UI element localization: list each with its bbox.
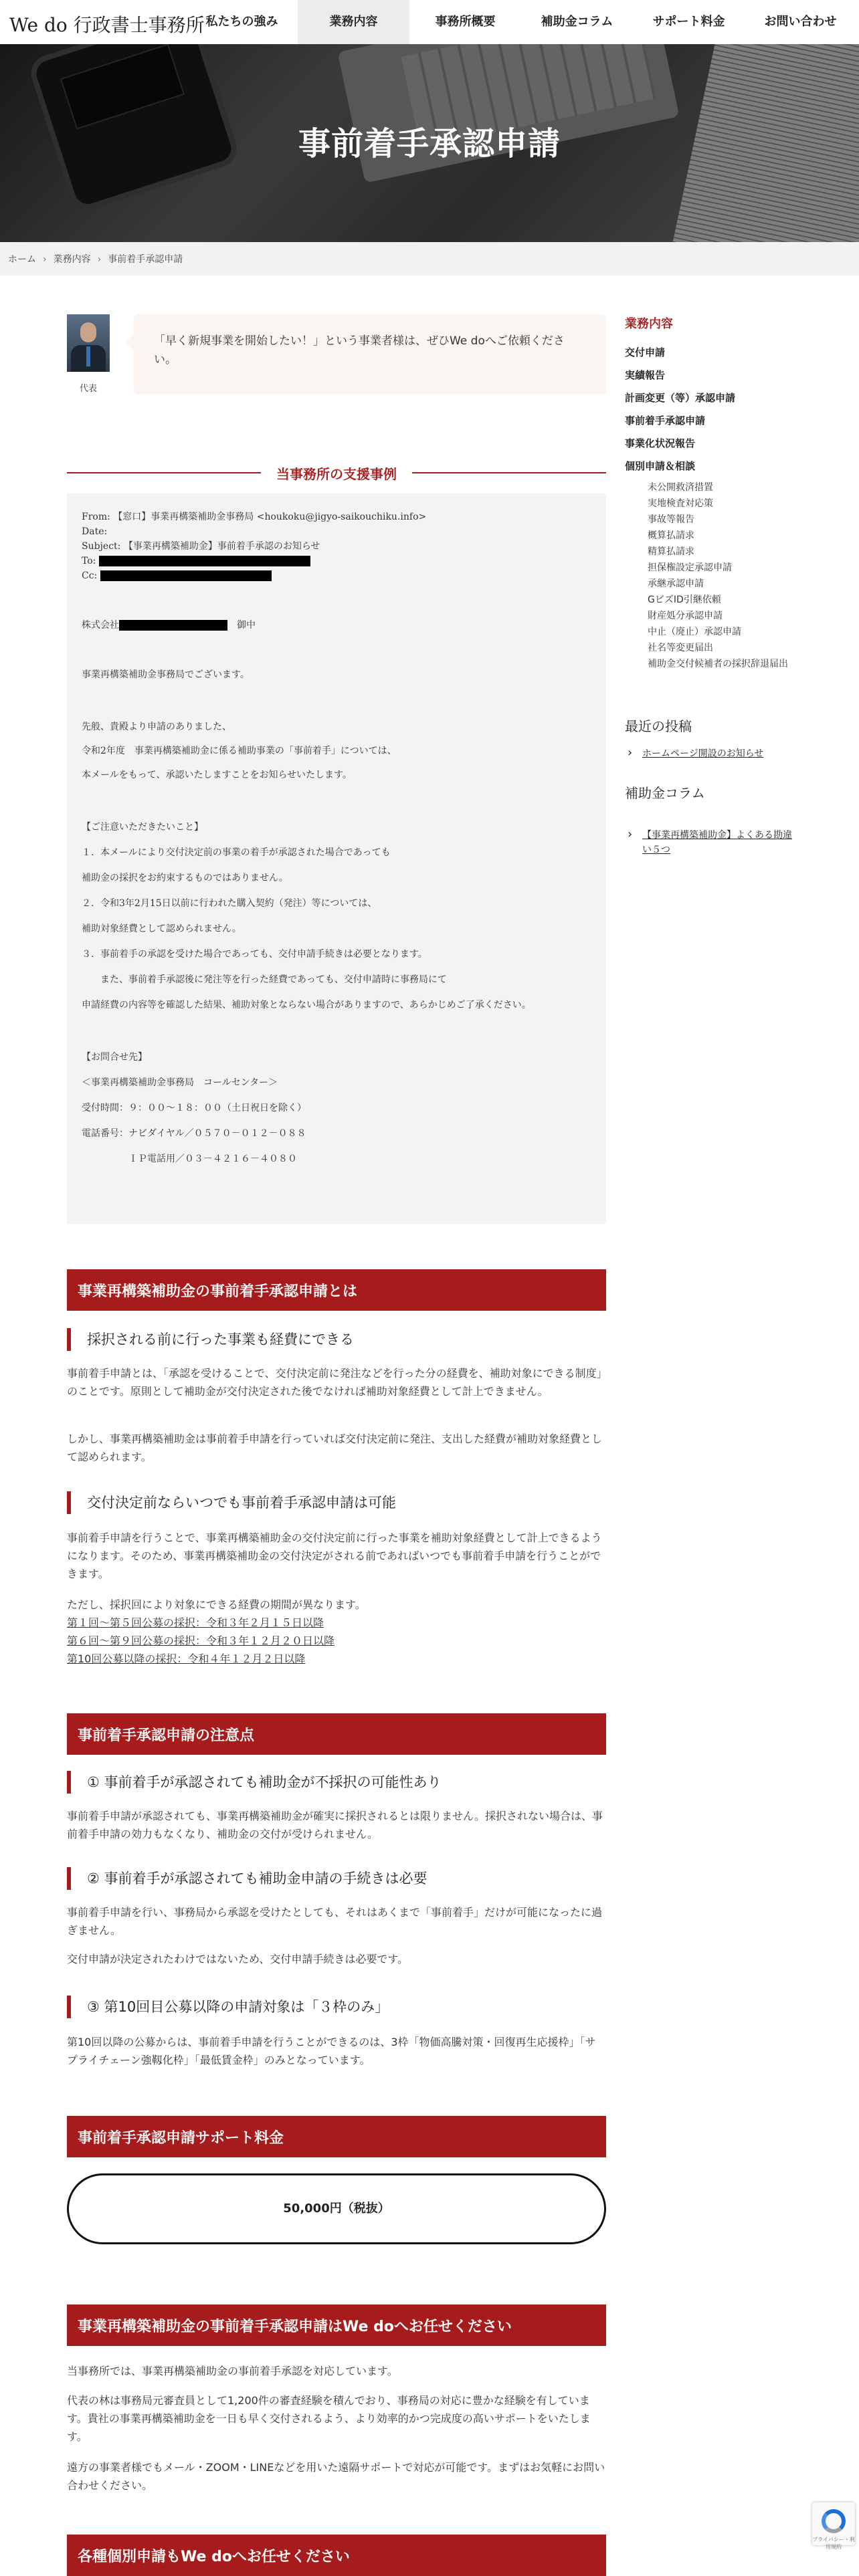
nav-office[interactable]: 事務所概要 xyxy=(435,15,496,29)
column-post-link[interactable]: › 【事業再構築補助金】よくある勘違い５つ xyxy=(625,828,792,857)
avatar-caption: 代表 xyxy=(79,384,97,394)
subheading: 採択される前に行った事業も経費にできる xyxy=(67,1328,606,1351)
chevron-right-icon: › xyxy=(97,254,102,265)
redaction-bar xyxy=(99,556,310,566)
recaptcha-icon xyxy=(822,2509,846,2533)
price-box: 50,000円（税抜） xyxy=(67,2173,606,2244)
example-heading: 当事務所の支援事例 xyxy=(67,460,606,487)
period-link[interactable]: 第10回公募以降の採択：令和４年１２月２日以降 xyxy=(67,1652,306,1665)
recent-posts-title: 最近の投稿 xyxy=(625,718,692,734)
avatar xyxy=(67,314,110,372)
sidebar-subitem[interactable]: 社名等変更届出 xyxy=(648,643,713,653)
nav-strengths[interactable]: 私たちの強み xyxy=(205,15,278,29)
period-link[interactable]: 第６回〜第９回公募の採択：令和３年１２月２０日以降 xyxy=(67,1634,335,1647)
sidebar-item[interactable]: 個別申請＆相談 xyxy=(625,460,696,472)
hero-banner xyxy=(0,44,859,242)
subheading: ② 事前着手が承認されても補助金申請の手続きは必要 xyxy=(67,1867,606,1890)
sidebar-subitem[interactable]: 財産処分承認申請 xyxy=(648,611,723,621)
page-title: 事前着手承認申請 xyxy=(298,125,561,163)
sidebar-subitem[interactable]: 概算払請求 xyxy=(648,530,694,541)
nav-fees[interactable]: サポート料金 xyxy=(652,15,725,29)
section-heading: 事業再構築補助金の事前着手承認申請とは xyxy=(67,1269,606,1311)
speech-bubble: 「早く新規事業を開始したい！」という事業者様は、ぜひWe doへご依頼ください。 xyxy=(134,314,606,395)
sidebar-item[interactable]: 実績報告 xyxy=(625,369,666,381)
chevron-right-icon: › xyxy=(43,254,47,265)
section-heading: 事前着手承認申請の注意点 xyxy=(67,1713,606,1755)
recaptcha-badge[interactable]: プライバシー・利用規約 xyxy=(812,2502,855,2545)
sidebar-subitem[interactable]: 未公開救済措置 xyxy=(648,482,713,493)
subheading: ① 事前着手が承認されても補助金が不採択の可能性あり xyxy=(67,1771,606,1794)
nav-column[interactable]: 補助金コラム xyxy=(541,15,613,29)
sidebar-item[interactable]: 事業化状況報告 xyxy=(625,437,696,449)
sidebar-item[interactable]: 事前着手承認申請 xyxy=(625,415,706,427)
sidebar-item[interactable]: 計画変更（等）承認申請 xyxy=(625,392,736,404)
section-heading: 事業再構築補助金の事前着手承認申請はWe doへお任せください xyxy=(67,2304,606,2346)
sidebar-subitem[interactable]: GビズID引継依頼 xyxy=(648,595,721,605)
site-header xyxy=(0,0,859,44)
sidebar-title: 業務内容 xyxy=(625,317,673,331)
intro-block xyxy=(67,314,606,395)
subheading: 交付決定前ならいつでも事前着手承認申請は可能 xyxy=(67,1491,606,1514)
sidebar-subitem[interactable]: 事故等報告 xyxy=(648,514,694,525)
main-content: 代表 「早く新規事業を開始したい！」という事業者様は、ぜひWe doへご依頼ください。 当事務所の支援事例 From: 【窓口】事業再構築補助金事務局 <houkoku@jigyo-saikouchiku.info> Date: Subject: 【事業再構築補助金】事前着手承認のお知らせ To: Cc: 株式会社 御中 事業再構築補助金事務局でございます。 先般、貴殿より申請のありました、 令和2年度 事業再構築補助金に係る補助事業の「事前着手」については、 本メールをもって、承認いたしますことをお知らせいたします。 【ご注意いただきたいこと】 １．本メールにより交付決定前の事業の着手が承認された場合であっても 補助金の採択をお約束するものではありません。 ２．令和3年2月15日以前に行われた購入契約（発注）等については、 補助対象経費として認められません。 ３．事前着手の承認を受けた場合であっても、交付申請手続きは必要となります。 また、事前着手承認後に発注等を行った経費であっても、交付申請時に事務局にて 申請経費の内容等を確認した結果、補助対象とならない場合がありますので、あらかじめご了承ください。 【お問合せ先】 ＜事業再構築補助金事務局 コールセンター＞ 受付時間：９：００～１８：００（土日祝日を除く） 電話番号：ナビダイヤル／０５７０－０１２－０８８ ＩＰ電話用／０３－４２１６－４０８０ 事業再構築補助金の事前着手承認申請とは 採択される前に行った事業も経費にできる 事前着手申請とは、「承認を受けることで、交付決定前に発注などを行った分の経費を、補助対象にできる制度」のことです。原則として補助金が交付決定された後でなければ補助対象経費として計上できません。 しかし、事業再構築補助金は事前着手申請を行っていれば交付決定前に発注、支出した経費が補助対象経費として認められます。 交付決定前ならいつでも事前着手承認申請は可能 事前着手申請を行うことで、事業再構築補助金の交付決定前に行った事業を補助対象経費として計上できるようになります。そのため、事業再構築補助金の交付決定がされる前であればいつでも事前着手申請を行うことができます。 ただし、採択回により対象にできる経費の期間が異なります。 第１回〜第５回公募の採択：令和３年２月１５日以降 第６回〜第９回公募の採択：令和３年１２月２０日以降 第10回公募以降の採択：令和４年１２月２日以降 事前着手承認申請の注意点 ① 事前着手が承認されても補助金が不採択の可能性あり 事前着手申請が承認されても、事業再構築補助金が確実に採択されるとは限りません。採択されない場合は、事前着手申請の効力もなくなり、補助金の交付が受けられません。 ② 事前着手が承認されても補助金申請の手続きは必要 事前着手申請を行い、事務局から承認を受けたとしても、それはあくまで「事前着手」だけが可能になったに過ぎません。 交付申請が決定されたわけではないため、交付申請手続きは必要です。 ③ 第10回目公募以降の申請対象は「３枠のみ」 第10回以降の公募からは、事前着手申請を行うことができるのは、3枠「物価高騰対策・回復再生応援枠」「サプライチェーン強靱化枠」「最低賃金枠」のみとなっています。 事前着手承認申請サポート料金 50,000円（税抜） 事業再構築補助金の事前着手承認申請はWe doへお任せください 当事務所では、事業再構築補助金の事前着手承認を対応しています。 代表の林は事務局元審査員として1,200件の審査経験を積んでおり、事務局の対応に豊かな経験を有しています。貴社の事業再構築補助金を一日も早く交付されるよう、より効率的かつ完成度の高いサポートをいたします。 遠方の事業者様でもメール・ZOOM・LINEなどを用いた遠隔サポートで対応が可能です。まずはお気軽にお問い合わせください。 各種個別申請もWe doへお任せください xyxy=(67,314,606,395)
breadcrumb xyxy=(0,242,859,276)
sidebar-item[interactable]: 交付申請 xyxy=(625,346,666,358)
breadcrumb-home[interactable]: ホーム xyxy=(8,254,36,265)
main-nav xyxy=(186,0,856,44)
site-logo[interactable]: We do 行政書士事務所 xyxy=(9,14,205,36)
redaction-bar xyxy=(119,620,227,631)
nav-services[interactable]: 業務内容 xyxy=(298,0,409,44)
sidebar-subitem[interactable]: 実地検査対応策 xyxy=(648,498,713,509)
recent-post-link[interactable]: › ホームページ開設のお知らせ xyxy=(625,746,792,761)
breadcrumb-services[interactable]: 業務内容 xyxy=(53,254,91,265)
redaction-bar xyxy=(100,570,272,581)
sidebar-subitem[interactable]: 精算払請求 xyxy=(648,546,694,557)
section-heading: 各種個別申請もWe doへお任せください xyxy=(67,2535,606,2576)
nav-contact[interactable]: お問い合わせ xyxy=(764,15,837,29)
column-title: 補助金コラム xyxy=(625,785,705,801)
period-link[interactable]: 第１回〜第５回公募の採択：令和３年２月１５日以降 xyxy=(67,1616,324,1629)
subheading: ③ 第10回目公募以降の申請対象は「３枠のみ」 xyxy=(67,1996,606,2018)
sidebar-subitem[interactable]: 補助金交付候補者の採択辞退届出 xyxy=(648,659,788,669)
sidebar-subitem[interactable]: 担保権設定承認申請 xyxy=(648,562,732,573)
section-heading: 事前着手承認申請サポート料金 xyxy=(67,2116,606,2157)
sidebar-subitem[interactable]: 中止（廃止）承認申請 xyxy=(648,627,741,637)
breadcrumb-current: 事前着手承認申請 xyxy=(108,254,183,265)
sidebar xyxy=(625,314,792,855)
email-example: From: 【窓口】事業再構築補助金事務局 <houkoku@jigyo-saikouchiku.info> Date: Subject: 【事業再構築補助金】事前着手承認のお知らせ To: Cc: 株式会社 御中 事業再構築補助金事務局でございます。 先般、貴殿より申請のありました、 令和2年度 事業再構築補助金に係る補助事業の「事前着手」については、 本メールをもって、承認いたしますことをお知らせいたします。 【ご注意いただきたいこと】 １．本メールにより交付決定前の事業の着手が承認された場合であっても 補助金の採択をお約束するものではありません。 ２．令和3年2月15日以前に行われた購入契約（発注）等については、 補助対象経費として認められません。 ３．事前着手の承認を受けた場合であっても、交付申請手続きは必要となります。 また、事前着手承認後に発注等を行った経費であっても、交付申請時に事務局にて 申請経費の内容等を確認した結果、補助対象とならない場合がありますので、あらかじめご了承ください。 【お問合せ先】 ＜事業再構築補助金事務局 コールセンター＞ 受付時間：９：００～１８：００（土日祝日を除く） 電話番号：ナビダイヤル／０５７０－０１２－０８８ ＩＰ電話用／０３－４２１６－４０８０ xyxy=(67,494,606,1224)
sidebar-subitem[interactable]: 承継承認申請 xyxy=(648,578,704,589)
